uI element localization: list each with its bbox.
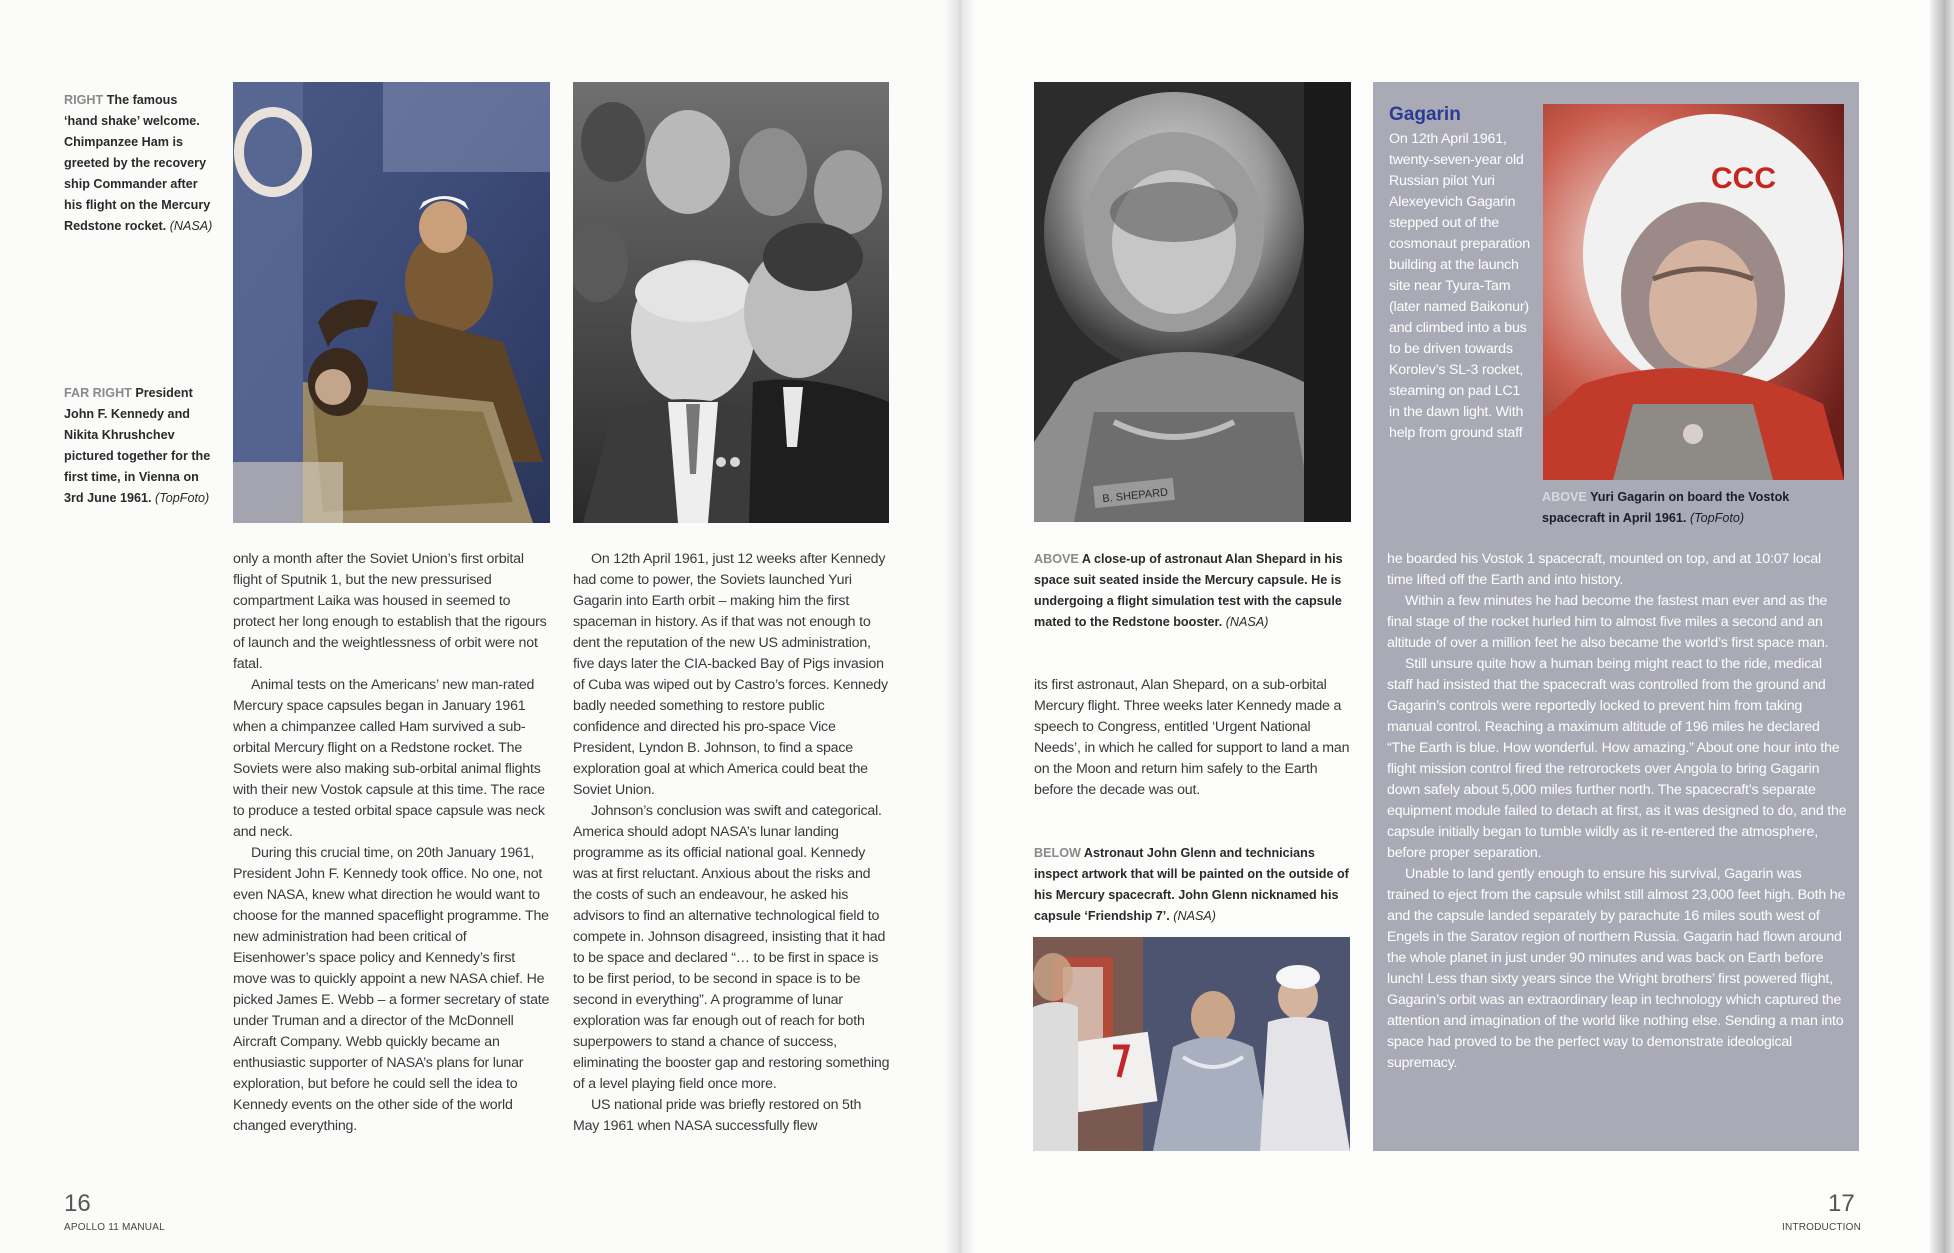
caption-glenn (1034, 843, 1352, 927)
helmet-letters: CCC (1711, 162, 1776, 195)
page-number-left: 16 (64, 1190, 91, 1217)
paragraph: Johnson’s conclusion was swift and categorical. America should adopt NASA’s lunar landing programme as its official national goal. Kennedy was at first reluctant. Anxious about the risks and the costs of such an endeavour, he asked his advisors to find an alternative technological field to compete in. Johnson disagreed, insisting that it had to be space and declared “… to be first in space is to be first period, to be second in space is to be second in everything”. A programme of lunar exploration was far enough out of reach for both superpowers to stand a chance of success, eliminating the booster gap and restoring something of a level playing field once more. (573, 803, 890, 1092)
caption-source: (TopFoto) (155, 491, 210, 505)
paragraph: Within a few minutes he had become the fastest man ever and as the final stage of the rocket hurled him to almost five miles a second and an altitude of over a million feet he also became the world’s first space man. (1387, 593, 1829, 651)
sidebar-wide-text (1387, 549, 1847, 1074)
sidebar-caption (1542, 487, 1842, 529)
running-head-left: APOLLO 11 MANUAL (64, 1222, 165, 1233)
caption-shepard (1034, 549, 1352, 633)
photo-kennedy-khrushchev (573, 82, 889, 523)
paragraph: On 12th April 1961, twenty-seven-year old Russian pilot Yuri Alexeyevich Gagarin stepped out of the cosmonaut preparation building at the launch site near Tyura-Tam (later named Baikonur) and climbed into a bus to be driven towards Korolev’s SL-3 rocket, steaming on pad LC1 in the dawn light. With help from ground staff (1389, 131, 1530, 441)
book-edge (1930, 0, 1954, 1253)
paragraph: Still unsure quite how a human being might react to the ride, medical staff had insisted that the spacecraft was controlled from the ground and Gagarin’s controls were reportedly locked to prevent him from taking manual control. Reaching a maximum altitude of 196 miles he declared “The Earth is blue. How wonderful. How amazing.” About one hour into the flight mission control fired the retrorockets over Angola to bring Gagarin down safely about 5,000 miles further north. The spacecraft’s separate equipment module failed to detach at first, as it was designed to do, and the capsule initially began to tumble wildly as it re-entered the atmosphere, before proper separation. (1387, 656, 1847, 861)
body-column-3 (1034, 675, 1352, 801)
photo-glenn-image (1033, 937, 1350, 1151)
caption-text: President John F. Kennedy and Nikita Khrushchev pictured together for the first time, in Vienna on 3rd June 1961. (64, 386, 211, 505)
caption-text: The famous ‘hand shake’ welcome. Chimpanzee Ham is greeted by the recovery ship Commander after his flight on the Mercury Redstone rocket. (64, 93, 211, 233)
sidebar-title: Gagarin (1389, 104, 1461, 125)
body-column-2 (573, 549, 891, 1137)
paragraph: only a month after the Soviet Union’s first orbital flight of Sputnik 1, but the new pressurised compartment Laika was housed in seemed to protect her long enough to establish that the rigours of launch and the weightlessness of orbit were not fatal. (233, 551, 547, 672)
paragraph: During this crucial time, on 20th January 1961, President John F. Kennedy took office. No one, not even NASA, knew what direction he would want to choose for the manned spaceflight programme. The new administration had been critical of Eisenhower’s space policy and Kennedy’s first move was to quickly appoint a new NASA chief. He picked James E. Webb – a former secretary of state under Truman and a director of the McDonnell Aircraft Company. Webb quickly became an enthusiastic supporter of NASA’s plans for lunar exploration, but before he could sell the idea to Kennedy events on the other side of the world changed everything. (233, 845, 550, 1134)
paragraph: On 12th April 1961, just 12 weeks after Kennedy had come to power, the Soviets launched Yuri Gagarin into Earth orbit – making him the first spaceman in history. As if that was not enough to dent the reputation of the new US administration, five days later the CIA-backed Bay of Pigs invasion of Cuba was wiped out by Castro’s forces. Kennedy badly needed something to restore public confidence and directed his pro-space Vice President, Lyndon B. Johnson, to find a space exploration goal at which America could beat the Soviet Union. (573, 551, 888, 798)
photo-shepard-image (1034, 82, 1351, 522)
photo-gagarin-image (1543, 104, 1844, 480)
shepard-nameplate: B. SHEPARD (1101, 486, 1169, 506)
paragraph: Animal tests on the Americans’ new man-rated Mercury space capsules began in January 1961 when a chimpanzee called Ham survived a sub-orbital Mercury flight on a Redstone rocket. The Soviets were also making sub-orbital animal flights with their new Vostok capsule at this time. The race to produce a tested orbital space capsule was neck and neck. (233, 677, 545, 840)
photo-kennedy-image (573, 82, 889, 523)
photo-yuri-gagarin (1543, 104, 1844, 480)
caption-text: A close-up of astronaut Alan Shepard in his space suit seated inside the Mercury capsule. He is undergoing a flight simulation test with the capsule mated to the Redstone booster. (1034, 552, 1343, 629)
photo-ham-chimpanzee (233, 82, 550, 523)
paragraph: US national pride was briefly restored on 5th May 1961 when NASA successfully flew (573, 1097, 862, 1134)
book-gutter (945, 0, 975, 1253)
caption-kennedy (64, 383, 214, 509)
caption-source: (NASA) (1225, 615, 1269, 629)
caption-text: Yuri Gagarin on board the Vostok spacecraft in April 1961. (1542, 490, 1790, 525)
caption-keyword: RIGHT (64, 93, 104, 107)
paragraph: Unable to land gently enough to ensure his survival, Gagarin was trained to eject from the capsule whilst still almost 23,000 feet high. Both he and the capsule landed separately by parachute 16 miles south west of Engels in the Saratov region of northern Russia. Gagarin had flown around the whole planet in just under 90 minutes and was back on Earth before lunch! Less than sixty years since the Wright brothers’ first powered flight, Gagarin’s orbit was an extraordinary leap in technology which captured the attention and imagination of the world like nothing else. Sending a man into space had proved to be the perfect way to demonstrate ideological supremacy. (1387, 866, 1846, 1071)
photo-alan-shepard (1034, 82, 1351, 522)
running-head-right: INTRODUCTION (1782, 1222, 1862, 1233)
caption-source: (TopFoto) (1689, 511, 1745, 525)
caption-keyword: FAR RIGHT (64, 386, 132, 400)
caption-source: (NASA) (169, 219, 213, 233)
paragraph: its first astronaut, Alan Shepard, on a sub-orbital Mercury flight. Three weeks later Kennedy made a speech to Congress, entitled ‘Urgent National Needs’, in which he called for support to land a man on the Moon and return him safely to the Earth before the decade was out. (1034, 677, 1350, 798)
body-column-1 (233, 549, 551, 1137)
photo-john-glenn (1033, 937, 1350, 1151)
paragraph: he boarded his Vostok 1 spacecraft, mounted on top, and at 10:07 local time lifted off the Earth and into history. (1387, 551, 1822, 588)
caption-keyword: ABOVE (1542, 490, 1587, 504)
caption-keyword: BELOW (1034, 846, 1081, 860)
caption-source: (NASA) (1173, 909, 1216, 923)
page-number-right: 17 (1828, 1190, 1855, 1217)
sidebar-narrow-text (1389, 129, 1531, 444)
caption-text: Astronaut John Glenn and technicians inspect artwork that will be painted on the outside of his Mercury spacecraft. John Glenn nicknamed his capsule ‘Friendship 7’. (1034, 846, 1349, 923)
caption-ham (64, 90, 214, 237)
left-page (0, 0, 960, 1253)
photo-ham-image (233, 82, 550, 523)
caption-keyword: ABOVE (1034, 552, 1079, 566)
